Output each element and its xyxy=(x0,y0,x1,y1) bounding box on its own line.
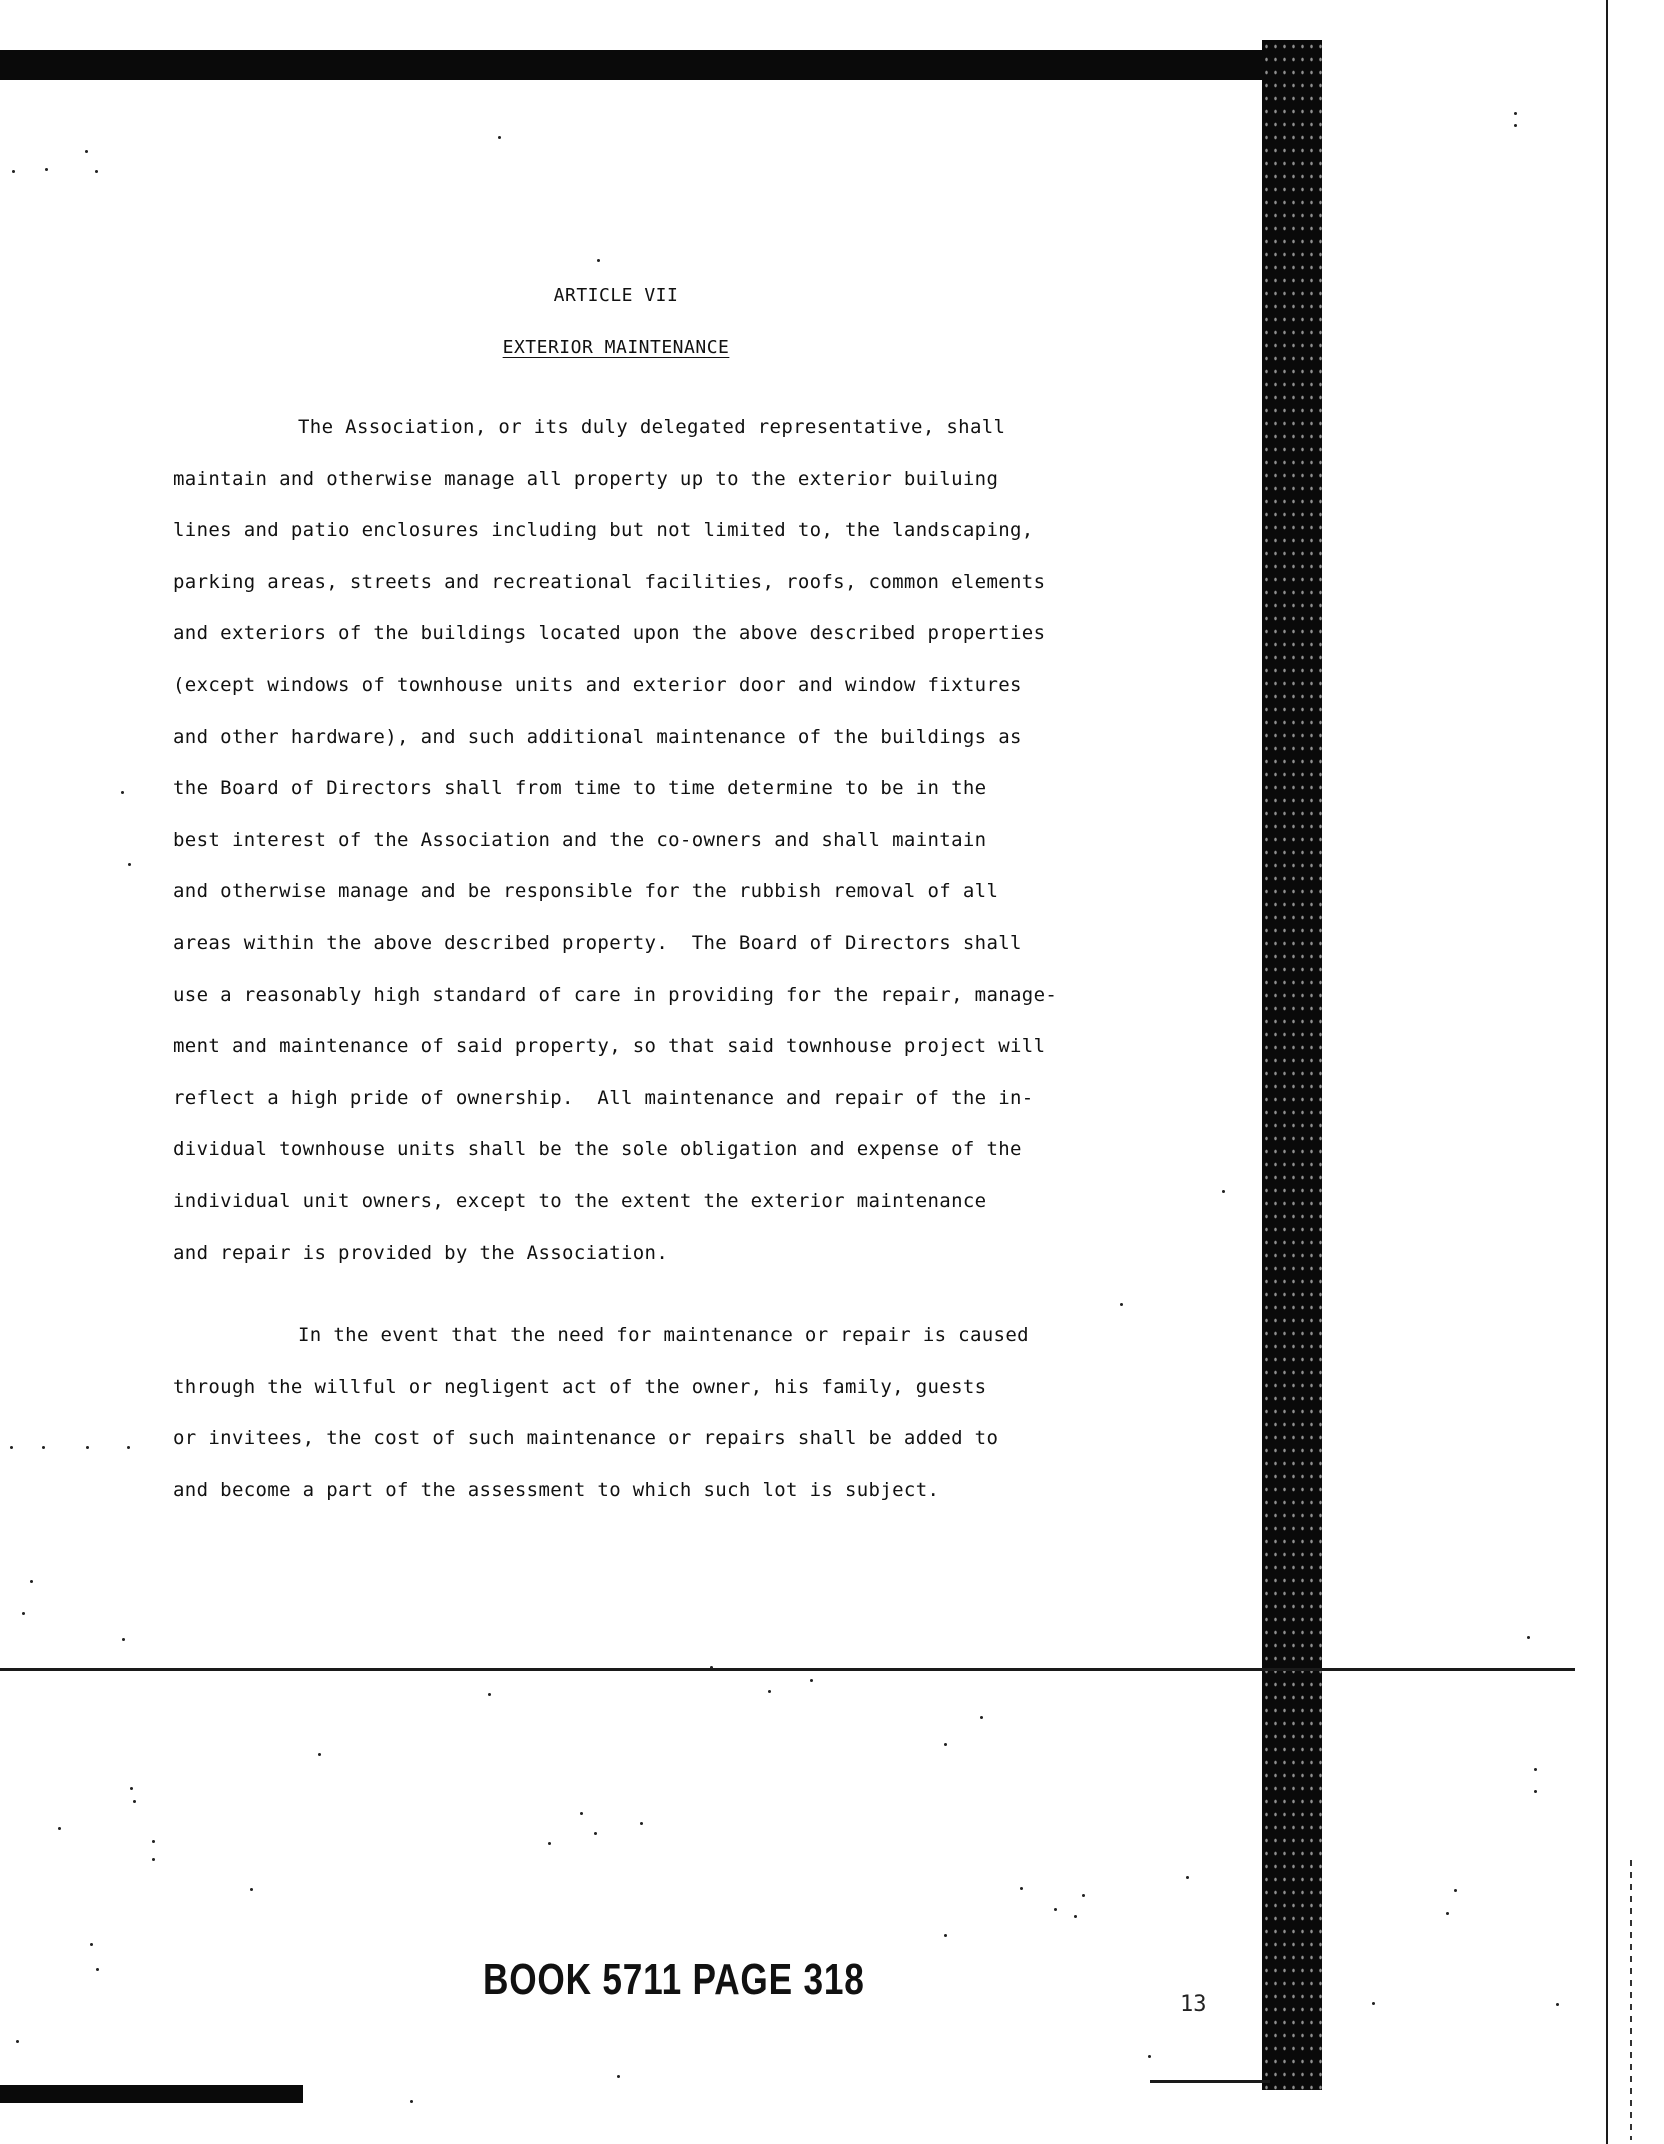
scan-speck xyxy=(498,136,501,139)
article-number: ARTICLE VII xyxy=(553,285,679,306)
scan-speck xyxy=(810,1679,813,1682)
scan-speck xyxy=(1186,1876,1189,1879)
scan-speck xyxy=(1074,1915,1077,1918)
scan-speck xyxy=(95,170,98,173)
scan-speck xyxy=(548,1842,551,1845)
article-title: EXTERIOR MAINTENANCE xyxy=(502,337,730,358)
scan-speck xyxy=(410,2100,413,2103)
scan-speck xyxy=(152,1858,155,1861)
book-page-stamp: BOOK 5711 PAGE 318 xyxy=(483,1955,865,2004)
scan-right-border-speckle xyxy=(1262,40,1322,2090)
scan-speck xyxy=(42,1446,45,1449)
scan-speck xyxy=(1054,1908,1057,1911)
scan-speck xyxy=(45,168,48,171)
paragraph-exterior-maintenance xyxy=(173,402,1173,1279)
scan-speck xyxy=(1148,2055,1151,2058)
scan-speck xyxy=(12,170,15,173)
text-line: and repair is provided by the Association. xyxy=(173,1241,669,1264)
scan-speck xyxy=(250,1888,253,1891)
scan-bottom-line xyxy=(1150,2080,1270,2083)
scan-speck xyxy=(1514,124,1517,127)
scan-edge-dots xyxy=(1630,1860,1632,2140)
scan-speck xyxy=(318,1753,321,1756)
text-line: and exteriors of the buildings located upon the above described properties xyxy=(173,622,1046,645)
scan-speck xyxy=(1454,1889,1457,1892)
scan-speck xyxy=(22,1612,25,1615)
scan-speck xyxy=(1514,112,1517,115)
scan-speck xyxy=(1534,1768,1537,1771)
scan-speck xyxy=(10,1446,13,1449)
text-line: the Board of Directors shall from time to time determine to be in the xyxy=(173,777,987,800)
text-line: or invitees, the cost of such maintenance or repairs shall be added to xyxy=(173,1427,999,1450)
text-line: The Association, or its duly delegated representative, shall xyxy=(298,416,1006,438)
scan-speck xyxy=(1222,1190,1225,1193)
scan-horizontal-line xyxy=(0,1668,1575,1671)
text-line: dividual townhouse units shall be the sole obligation and expense of the xyxy=(173,1138,1022,1161)
scan-edge-line xyxy=(1606,0,1608,2144)
scan-speck xyxy=(944,1934,947,1937)
text-line: reflect a high pride of ownership. All maintenance and repair of the in- xyxy=(173,1086,1034,1109)
scan-speck xyxy=(1527,1636,1530,1639)
scan-speck xyxy=(580,1812,583,1815)
text-line: best interest of the Association and the co-owners and shall maintain xyxy=(173,828,987,851)
text-line: through the willful or negligent act of the owner, his family, guests xyxy=(173,1375,987,1398)
text-line: maintain and otherwise manage all property up to the exterior builuing xyxy=(173,467,999,490)
page-number: 13 xyxy=(1180,1992,1207,2017)
text-line: lines and patio enclosures including but not limited to, the landscaping, xyxy=(173,519,1034,542)
scan-speck xyxy=(130,1787,133,1790)
text-line: areas within the above described property. The Board of Directors shall xyxy=(173,931,1022,954)
scan-speck xyxy=(617,2075,620,2078)
scan-speck xyxy=(96,1968,99,1971)
scan-speck xyxy=(122,1638,125,1641)
scan-speck xyxy=(1556,2003,1559,2006)
scan-speck xyxy=(1082,1894,1085,1897)
text-line: ment and maintenance of said property, so that said townhouse project will xyxy=(173,1035,1046,1058)
scan-speck xyxy=(640,1822,643,1825)
scan-speck xyxy=(594,1832,597,1835)
scan-speck xyxy=(133,1800,136,1803)
text-line: use a reasonably high standard of care in providing for the repair, manage- xyxy=(173,983,1058,1006)
scan-speck xyxy=(152,1840,155,1843)
scan-speck xyxy=(768,1690,771,1693)
scan-speck xyxy=(1020,1887,1023,1890)
text-line: and become a part of the assessment to which such lot is subject. xyxy=(173,1478,940,1501)
scan-speck xyxy=(127,1446,130,1449)
scan-speck xyxy=(128,863,131,866)
scan-speck xyxy=(1372,2002,1375,2005)
paragraph-owner-negligence xyxy=(173,1310,1173,1516)
scan-speck xyxy=(944,1743,947,1746)
text-line: and otherwise manage and be responsible for the rubbish removal of all xyxy=(173,880,999,903)
scan-bottom-border xyxy=(0,2085,303,2103)
text-line: and other hardware), and such additional maintenance of the buildings as xyxy=(173,725,1022,748)
scan-speck xyxy=(58,1827,61,1830)
scan-speck xyxy=(488,1693,491,1696)
scan-speck xyxy=(86,1446,89,1449)
scan-speck xyxy=(85,150,88,153)
scan-speck xyxy=(16,2040,19,2043)
scan-speck xyxy=(1534,1790,1537,1793)
text-line: In the event that the need for maintenance or repair is caused xyxy=(298,1324,1029,1346)
text-line: individual unit owners, except to the extent the exterior maintenance xyxy=(173,1189,987,1212)
scan-speck xyxy=(30,1580,33,1583)
scan-speck xyxy=(121,791,124,794)
scan-top-border xyxy=(0,50,1310,80)
scan-speck xyxy=(980,1716,983,1719)
scan-speck xyxy=(90,1943,93,1946)
text-line: (except windows of townhouse units and exterior door and window fixtures xyxy=(173,673,1022,696)
text-line: parking areas, streets and recreational facilities, roofs, common elements xyxy=(173,570,1046,593)
scan-speck xyxy=(597,259,600,262)
scan-speck xyxy=(1446,1912,1449,1915)
scan-speck xyxy=(1120,1303,1123,1306)
scan-speck xyxy=(710,1666,713,1669)
